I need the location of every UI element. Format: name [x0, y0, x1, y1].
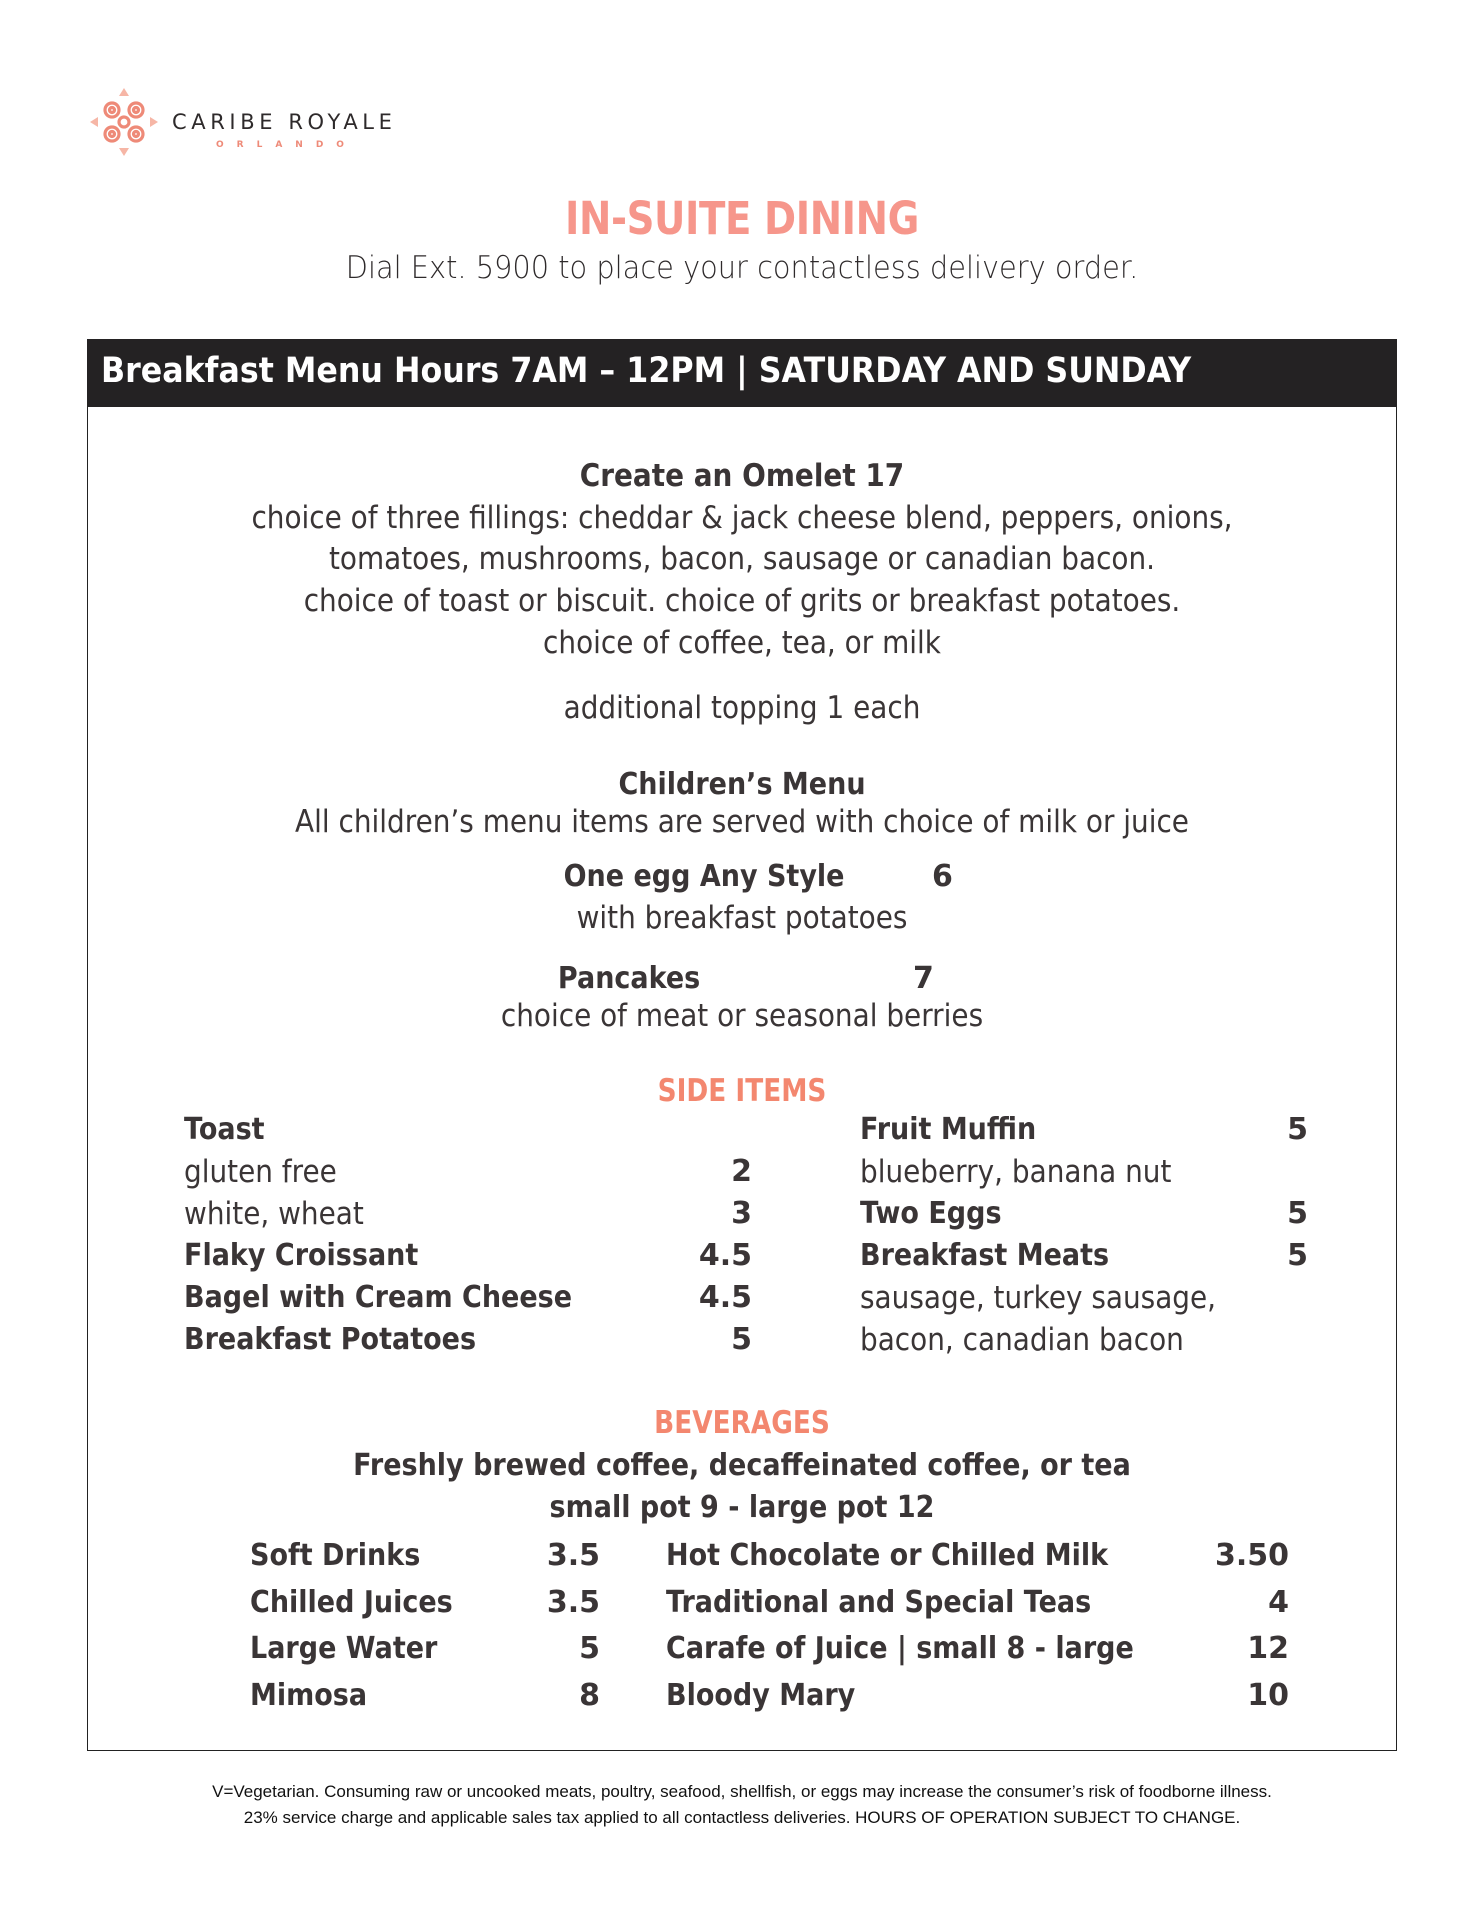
- omelet-line: choice of three fillings: cheddar & jack cheese blend, peppers, onions,: [251, 500, 1233, 536]
- page-subtitle: Dial Ext. 5900 to place your contactless delivery order.: [345, 250, 1139, 286]
- hours-banner: [87, 339, 1397, 407]
- side-item-price: 2: [731, 1154, 752, 1189]
- coffee-price: small pot 9 - large pot 12: [549, 1490, 935, 1525]
- side-item-price: 5: [1287, 1196, 1308, 1231]
- page-title: IN-SUITE DINING: [565, 192, 919, 245]
- beverage-item-label: Bloody Mary: [666, 1677, 856, 1713]
- beverage-item-label: Carafe of Juice | small 8 - large: [666, 1631, 1134, 1666]
- side-item-price: 5: [731, 1322, 752, 1357]
- brand-logo: [88, 86, 418, 158]
- side-items-heading: SIDE ITEMS: [657, 1073, 827, 1109]
- children-item-name: Pancakes: [557, 961, 701, 996]
- beverage-item-price: 5: [579, 1631, 600, 1666]
- side-item-price: 4.5: [698, 1238, 752, 1273]
- side-item-label: Flaky Croissant: [184, 1238, 419, 1273]
- children-item-price: 7: [913, 961, 934, 996]
- side-item-label: Bagel with Cream Cheese: [184, 1280, 573, 1315]
- side-item-label: white, wheat: [184, 1196, 364, 1232]
- omelet-line: choice of coffee, tea, or milk: [543, 625, 941, 661]
- beverage-item-label: Hot Chocolate or Chilled Milk: [666, 1538, 1109, 1573]
- side-item-price: 5: [1287, 1238, 1308, 1273]
- beverage-item-price: 10: [1247, 1677, 1289, 1713]
- footer-disclaimer: V=Vegetarian. Consuming raw or uncooked meats, poultry, seafood, shellfish, or eggs may increase the consumer’s risk of foodborne illness.: [212, 1782, 1272, 1801]
- children-item-price: 6: [932, 859, 953, 894]
- brand-location: ORLANDO: [216, 140, 357, 150]
- side-item-price: 4.5: [698, 1280, 752, 1315]
- side-item-price: 3: [731, 1196, 752, 1231]
- children-title: Children’s Menu: [618, 767, 866, 802]
- beverage-item-price: 3.5: [546, 1538, 600, 1573]
- beverage-item-label: Chilled Juices: [250, 1584, 453, 1620]
- side-item-label: Two Eggs: [860, 1196, 1002, 1231]
- brand-name: CARIBE ROYALE: [172, 110, 397, 134]
- omelet-line: tomatoes, mushrooms, bacon, sausage or canadian bacon.: [328, 541, 1156, 577]
- coffee-line: Freshly brewed coffee, decaffeinated coffee, or tea: [353, 1448, 1131, 1483]
- side-item-label: Toast: [184, 1112, 265, 1147]
- side-item-label: gluten free: [184, 1154, 337, 1190]
- beverage-item-label: Mimosa: [250, 1677, 368, 1713]
- beverage-item-label: Traditional and Special Teas: [666, 1584, 1092, 1620]
- beverage-item-label: Soft Drinks: [250, 1538, 421, 1573]
- children-item-desc: choice of meat or seasonal berries: [500, 998, 984, 1034]
- beverage-item-price: 8: [579, 1677, 600, 1713]
- omelet-title: Create an Omelet 17: [579, 458, 905, 494]
- side-item-label: blueberry, banana nut: [860, 1154, 1172, 1190]
- omelet-additional: additional topping 1 each: [563, 690, 921, 726]
- side-item-price: 5: [1287, 1112, 1308, 1147]
- beverages-heading: BEVERAGES: [654, 1405, 830, 1441]
- children-note: All children’s menu items are served with choice of milk or juice: [295, 804, 1189, 840]
- swirl-compass-icon: [88, 86, 160, 158]
- beverage-item-price: 3.5: [546, 1584, 600, 1620]
- side-item-label: Fruit Muffin: [860, 1112, 1037, 1147]
- side-item-label: bacon, canadian bacon: [860, 1322, 1184, 1358]
- omelet-line: choice of toast or biscuit. choice of grits or breakfast potatoes.: [303, 583, 1181, 619]
- beverage-item-price: 4: [1268, 1584, 1289, 1620]
- children-item-desc: with breakfast potatoes: [576, 900, 908, 936]
- beverage-item-price: 3.50: [1214, 1538, 1289, 1573]
- hours-banner-text: Breakfast Menu Hours 7AM – 12PM | SATURDAY AND SUNDAY: [101, 351, 1192, 391]
- side-item-label: Breakfast Potatoes: [184, 1322, 477, 1357]
- side-item-label: sausage, turkey sausage,: [860, 1280, 1217, 1316]
- beverage-item-label: Large Water: [250, 1631, 438, 1666]
- beverage-item-price: 12: [1247, 1631, 1289, 1666]
- children-item-name: One egg Any Style: [563, 859, 845, 894]
- footer-service-charge: 23% service charge and applicable sales tax applied to all contactless deliveries. HOURS OF OPERATION SUBJECT TO CHANGE.: [243, 1808, 1241, 1827]
- side-item-label: Breakfast Meats: [860, 1238, 1110, 1273]
